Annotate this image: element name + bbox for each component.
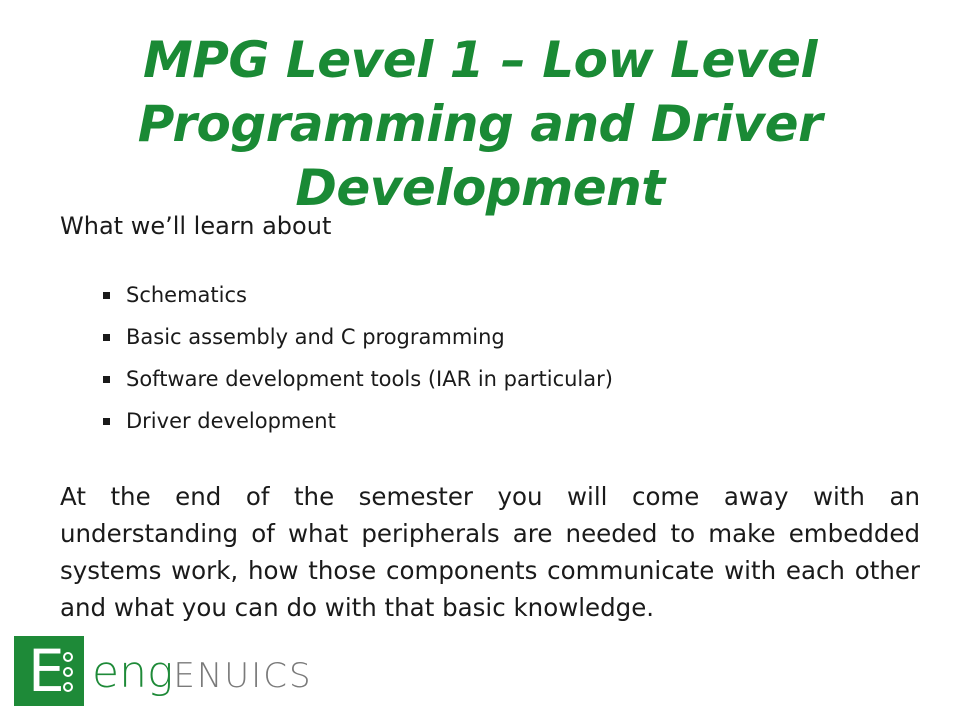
logo-badge bbox=[14, 636, 84, 706]
square-bullet-icon bbox=[103, 376, 110, 383]
list-item bbox=[100, 358, 613, 400]
logo-letter: E bbox=[28, 637, 65, 705]
logo-word-suffix: ENUICS bbox=[173, 656, 313, 696]
topic-list bbox=[100, 274, 613, 442]
slide-title: MPG Level 1 – Low Level Programming and Driver Development bbox=[137, 31, 823, 217]
list-item-label: Software development tools (IAR in particular) bbox=[126, 367, 613, 391]
summary-paragraph: At the end of the semester you will come away with an understanding of what peripherals are needed to make embedded systems work, how those components communicate with each other and what you can do with that basic knowledge. bbox=[60, 482, 920, 622]
square-bullet-icon bbox=[103, 292, 110, 299]
list-item bbox=[100, 316, 613, 358]
square-bullet-icon bbox=[103, 334, 110, 341]
list-item bbox=[100, 274, 613, 316]
list-item-label: Driver development bbox=[126, 409, 336, 433]
list-item bbox=[100, 400, 613, 442]
list-item-label: Basic assembly and C programming bbox=[126, 325, 505, 349]
list-item-label: Schematics bbox=[126, 283, 247, 307]
intro-text: What we’ll learn about bbox=[60, 212, 332, 240]
logo-wordmark bbox=[92, 647, 313, 698]
logo-word-main: eng bbox=[92, 647, 174, 698]
square-bullet-icon bbox=[103, 418, 110, 425]
logo-dots-icon bbox=[63, 652, 73, 692]
